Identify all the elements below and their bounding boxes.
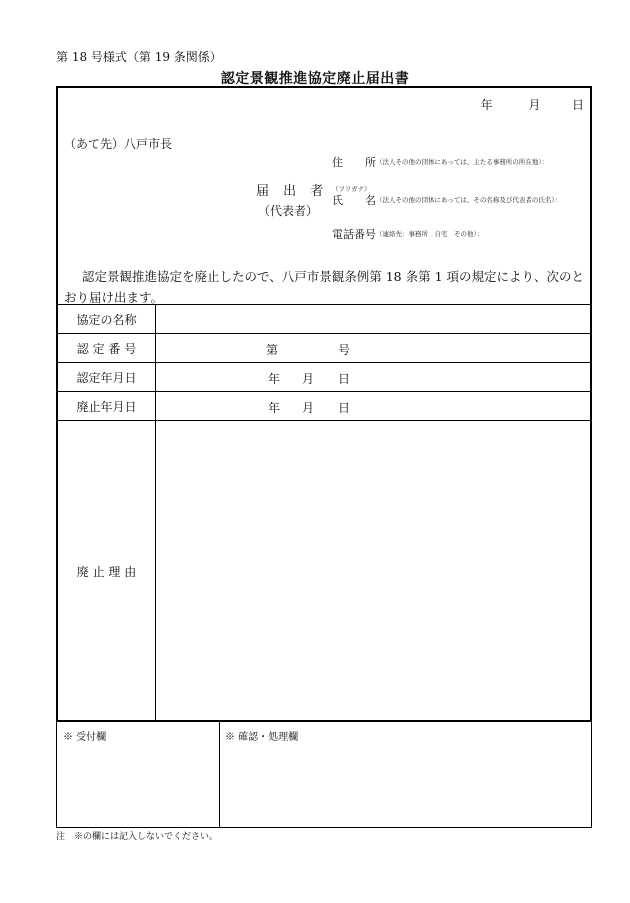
office-use-section — [56, 722, 592, 828]
office-use-divider — [219, 722, 220, 827]
confirmation-box-label: ※ 確認・処理欄 — [225, 732, 299, 743]
form-main-box — [56, 86, 592, 722]
table-row — [58, 304, 590, 333]
applicant-label: 届 出 者 — [256, 184, 329, 199]
phone-note: （連絡先：事務所 自宅 その他）： — [376, 230, 484, 238]
furigana-label: （フリガナ） — [332, 185, 371, 193]
reception-box-label: ※ 受付欄 — [63, 732, 107, 743]
row-label-abolition-reason: 廃 止 理 由 — [58, 421, 156, 722]
notice-text: 認定景観推進協定を廃止したので、八戸市景観条例第 18 条第 1 項の規定により、次のとおり届け出ます。 — [64, 269, 585, 305]
abolition-date-field[interactable] — [156, 392, 590, 420]
table-row — [58, 333, 590, 362]
cert-date-day: 日 — [338, 372, 351, 386]
row-label-agreement-name: 協定の名称 — [58, 305, 156, 333]
table-row — [58, 391, 590, 420]
name-input[interactable] — [566, 190, 588, 204]
name-note: （法人その他の団体にあっては、その名称及び代表者の氏名）： — [376, 196, 562, 204]
address-note: （法人その他の団体にあっては、主たる事務所の所在地）： — [376, 158, 549, 166]
name-label: 氏 名 — [332, 194, 376, 207]
address-input[interactable] — [538, 152, 588, 166]
certification-number-field[interactable] — [156, 334, 590, 362]
addressee: （あて先）八戸市長 — [64, 137, 173, 151]
abolition-reason-field[interactable] — [156, 421, 590, 722]
phone-input[interactable] — [488, 224, 588, 238]
cert-date-month: 月 — [302, 372, 315, 386]
number-prefix: 第 — [266, 343, 279, 357]
abolition-date-day: 日 — [338, 401, 351, 415]
cert-date-year: 年 — [268, 372, 281, 386]
date-day: 日 — [571, 98, 584, 112]
number-suffix: 号 — [338, 343, 351, 357]
table-row — [58, 362, 590, 391]
abolition-date-year: 年 — [268, 401, 281, 415]
row-label-abolition-date: 廃止年月日 — [58, 392, 156, 420]
row-label-certification-date: 認定年月日 — [58, 363, 156, 391]
form-number: 第 18 号様式（第 19 条関係） — [56, 50, 222, 64]
date-year: 年 — [480, 98, 493, 112]
row-label-certification-number: 認 定 番 号 — [58, 334, 156, 362]
certification-date-field[interactable] — [156, 363, 590, 391]
date-month: 月 — [528, 98, 541, 112]
phone-label: 電話番号 — [332, 228, 376, 241]
representative-label: （代表者） — [258, 204, 319, 218]
document-title: 認定景観推進協定廃止届出書 — [220, 71, 410, 87]
agreement-name-field[interactable] — [156, 305, 590, 333]
date-line[interactable] — [481, 96, 584, 113]
footnote: 注 ※の欄には記入しないでください。 — [56, 832, 219, 842]
table-row — [58, 420, 590, 722]
address-label: 住 所 — [332, 156, 376, 169]
abolition-date-month: 月 — [302, 401, 315, 415]
